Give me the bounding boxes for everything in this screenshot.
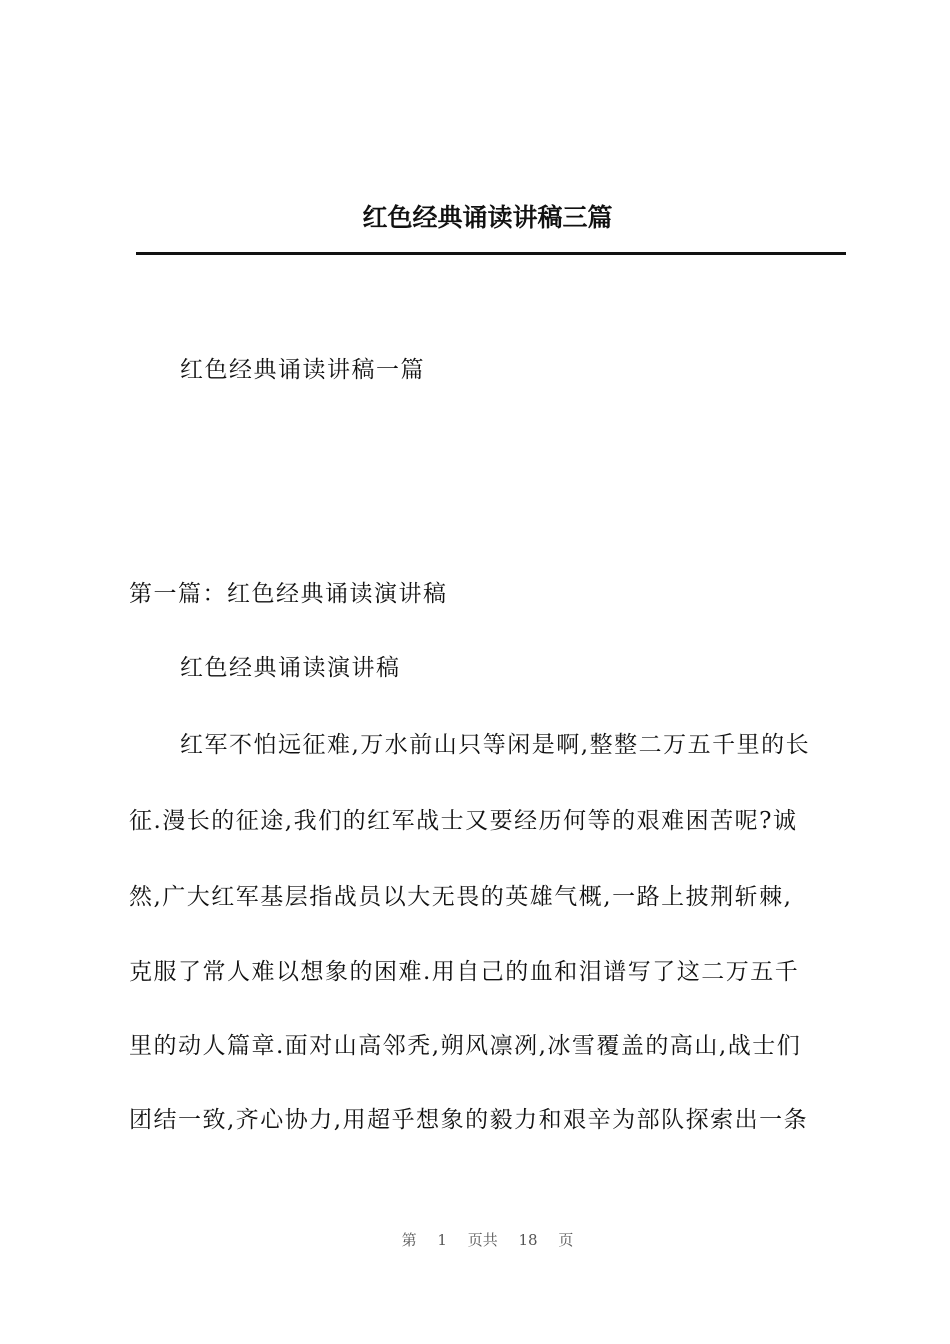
body-line: 克服了常人难以想象的困难.用自己的血和泪谱写了这二万五千 xyxy=(129,959,800,985)
section-heading: 第一篇：红色经典诵读演讲稿 xyxy=(129,581,448,607)
body-line: 然,广大红军基层指战员以大无畏的英雄气概,一路上披荆斩棘, xyxy=(129,884,793,910)
page-footer xyxy=(0,1229,950,1250)
footer-page-number: 1 xyxy=(437,1231,447,1249)
footer-middle: 页共 xyxy=(467,1231,498,1249)
body-line: 征.漫长的征途,我们的红军战士又要经历何等的艰难困苦呢?诚 xyxy=(129,808,798,834)
document-subtitle: 红色经典诵读讲稿一篇 xyxy=(180,357,425,383)
footer-total-pages: 18 xyxy=(518,1231,538,1249)
title-underline xyxy=(136,252,846,255)
section-subheading: 红色经典诵读演讲稿 xyxy=(180,655,401,681)
footer-suffix: 页 xyxy=(558,1231,574,1249)
body-line: 团结一致,齐心协力,用超乎想象的毅力和艰辛为部队探索出一条 xyxy=(129,1107,809,1133)
footer-prefix: 第 xyxy=(401,1231,417,1249)
document-title: 红色经典诵读讲稿三篇 xyxy=(362,203,613,232)
body-line: 里的动人篇章.面对山高邻秃,朔风凛冽,冰雪覆盖的高山,战士们 xyxy=(129,1033,802,1059)
body-line: 红军不怕远征难,万水前山只等闲是啊,整整二万五千里的长 xyxy=(180,732,811,758)
